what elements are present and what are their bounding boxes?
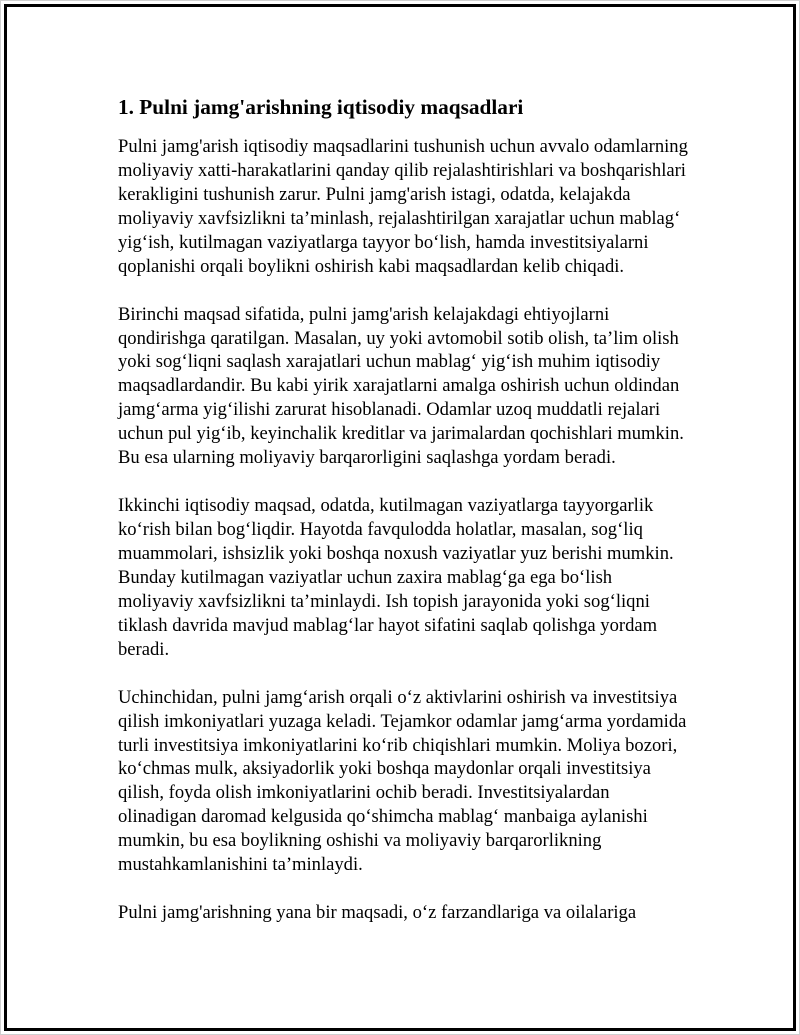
text-line: moliyaviy xatti-harakatlarini qanday qilib rejalashtirishlari va boshqarishlari xyxy=(118,159,686,181)
text-line: qondirishga qaratilgan. Masalan, uy yoki avtomobil sotib olish, ta’lim olish xyxy=(118,327,679,349)
text-line: Pulni jamg'arish iqtisodiy maqsadlarini tushunish uchun avvalo odamlarning xyxy=(118,136,688,157)
text-line: qilish imkoniyatlari yuzaga keladi. Tejamkor odamlar jamg‘arma yordamida xyxy=(118,710,687,732)
text-line: kerakligini tushunish zarur. Pulni jamg'arish istagi, odatda, kelajakda xyxy=(118,183,631,205)
text-line: Bu esa ularning moliyaviy barqarorligini saqlashga yordam beradi. xyxy=(118,447,616,469)
text-line: ko‘chmas mulk, aksiyadorlik yoki boshqa maydonlar orqali investitsiya xyxy=(118,758,651,780)
text-line: turli investitsiya imkoniyatlarini ko‘rib chiqishlari mumkin. Moliya bozori, xyxy=(118,734,678,756)
text-line: Birinchi maqsad sifatida, pulni jamg'arish kelajakdagi ehtiyojlarni xyxy=(118,303,610,325)
text-line: qoplanishi orqali boylikni oshirish kabi maqsadlardan kelib chiqadi. xyxy=(118,255,625,277)
text-line: ko‘rish bilan bog‘liqdir. Hayotda favqulodda holatlar, masalan, sog‘liq xyxy=(118,519,643,541)
text-line: muammolari, ishsizlik yoki boshqa noxush vaziyatlar yuz berishi mumkin. xyxy=(118,542,674,564)
text-line: uchun pul yig‘ib, keyinchalik kreditlar va jarimalardan qochishlari mumkin. xyxy=(118,423,684,445)
text-line: moliyaviy xavfsizlikni ta’minlash, rejalashtirilgan xarajatlar uchun mablag‘ xyxy=(118,207,681,229)
paragraph-2 xyxy=(118,303,688,470)
section-heading: 1. Pulni jamg'arishning iqtisodiy maqsadlari xyxy=(118,95,524,119)
text-line: Ikkinchi iqtisodiy maqsad, odatda, kutilmagan vaziyatlarga tayyorgarlik xyxy=(118,495,654,517)
text-line: Bunday kutilmagan vaziyatlar uchun zaxira mablag‘ga ega bo‘lish xyxy=(118,566,613,588)
paragraph-4 xyxy=(118,686,688,877)
text-line: yoki sog‘liqni saqlash xarajatlari uchun mablag‘ yig‘ish muhim iqtisodiy xyxy=(118,351,661,373)
text-line: mustahkamlanishini ta’minlaydi. xyxy=(118,854,363,876)
text-line: moliyaviy xavfsizlikni ta’minlaydi. Ish topish jarayonida yoki sog‘liqni xyxy=(118,590,650,612)
text-line: olinadigan daromad kelgusida qo‘shimcha mablag‘ manbaiga aylanishi xyxy=(118,806,648,828)
text-line: Pulni jamg'arishning yana bir maqsadi, o‘z farzandlariga va oilalariga xyxy=(118,902,637,924)
paragraph-3 xyxy=(118,494,688,661)
text-line: tiklash davrida mavjud mablag‘lar hayot sifatini saqlab qolishga yordam xyxy=(118,614,658,636)
text-line: Uchinchidan, pulni jamg‘arish orqali o‘z aktivlarini oshirish va investitsiya xyxy=(118,686,678,708)
document-page xyxy=(118,93,688,925)
text-line: yig‘ish, kutilmagan vaziyatlarga tayyor bo‘lish, hamda investitsiyalarni xyxy=(118,231,649,253)
text-line: beradi. xyxy=(118,638,170,660)
text-line: maqsadlardandir. Bu kabi yirik xarajatlarni amalga oshirish uchun oldindan xyxy=(118,375,680,397)
paragraph-1 xyxy=(118,135,688,278)
text-line: jamg‘arma yig‘ilishi zarurat hisoblanadi. Odamlar uzoq muddatli rejalari xyxy=(118,399,661,421)
text-line: mumkin, bu esa boylikning oshishi va moliyaviy barqarorlikning xyxy=(118,830,602,852)
text-line: qilish, foyda olish imkoniyatlarini ochib beradi. Investitsiyalardan xyxy=(118,782,610,804)
paragraph-5 xyxy=(118,901,688,925)
